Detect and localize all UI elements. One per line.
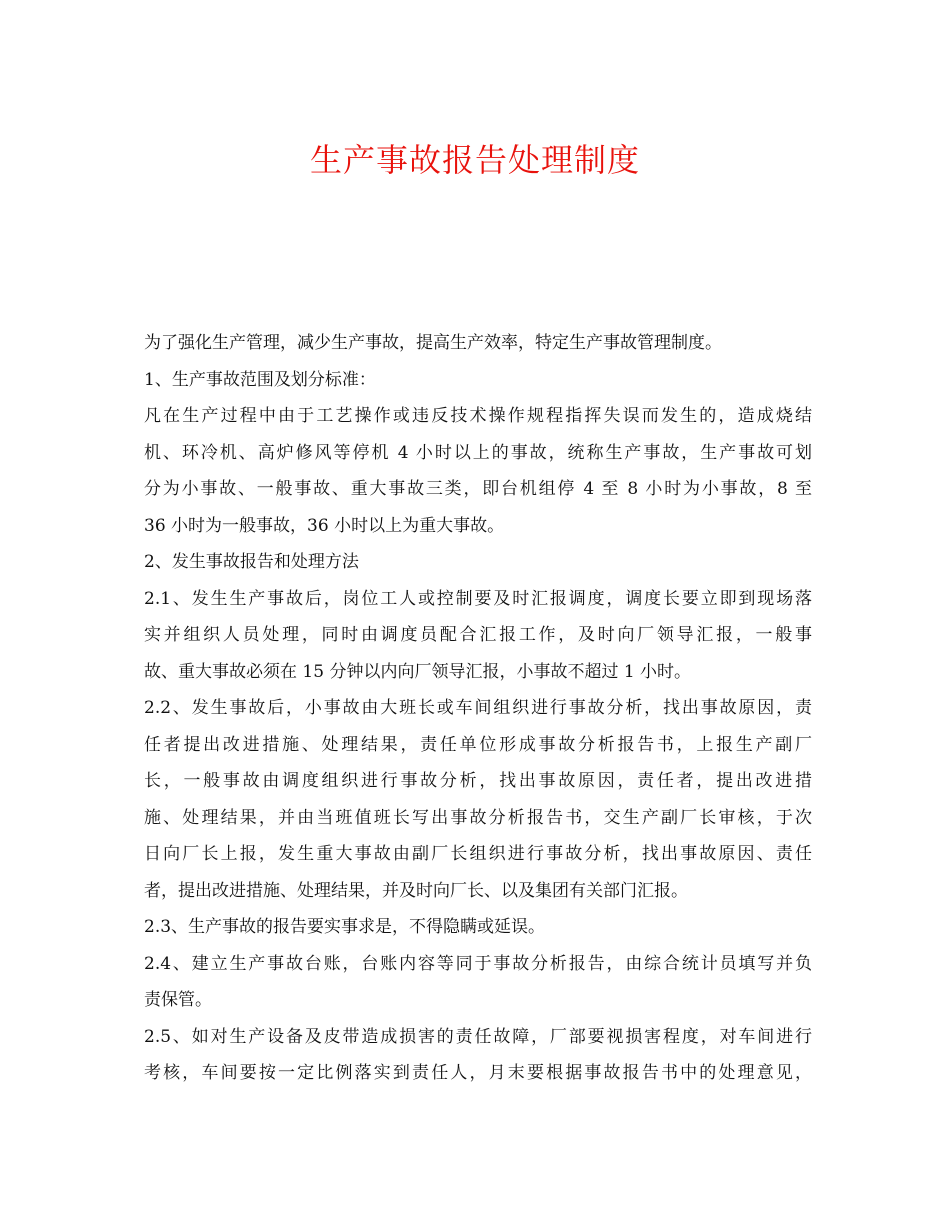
section-1-heading: 1、生产事故范围及划分标准： [144, 369, 376, 390]
paragraph-line: 长，一般事故由调度组织进行事故分析，找出事故原因，责任者，提出改进措 [144, 771, 812, 791]
paragraph-line: 施、处理结果，并由当班值班长写出事故分析报告书，交生产副厂长审核，于次 [144, 807, 812, 828]
paragraph-line: 2.3、生产事故的报告要实事求是，不得隐瞒或延误。 [144, 917, 546, 937]
paragraph-line: 实并组织人员处理，同时由调度员配合汇报工作，及时向厂领导汇报，一般事 [144, 625, 812, 645]
paragraph-line: 2.1、发生生产事故后，岗位工人或控制要及时汇报调度，调度长要立即到现场落 [144, 588, 812, 609]
paragraph-line: 任者提出改进措施、处理结果，责任单位形成事故分析报告书，上报生产副厂 [144, 734, 812, 755]
paragraph-line: 分为小事故、一般事故、重大事故三类，即台机组停 4 至 8 小时为小事故，8 至 [144, 479, 812, 499]
paragraph-line: 2.2、发生事故后，小事故由大班长或车间组织进行事故分析，找出事故原因，责 [144, 698, 812, 718]
paragraph-line: 故、重大事故必须在 15 分钟以内向厂领导汇报，小事故不超过 1 小时。 [144, 661, 692, 682]
paragraph-line: 考核，车间要按一定比例落实到责任人，月末要根据事故报告书中的处理意见， [144, 1063, 812, 1083]
paragraph-line: 2.4、建立生产事故台账，台账内容等同于事故分析报告，由综合统计员填写并负 [144, 953, 812, 974]
page-title: 生产事故报告处理制度 [309, 141, 640, 179]
paragraph-line: 责保管。 [144, 990, 212, 1010]
paragraph-line: 机、环冷机、高炉修风等停机 4 小时以上的事故，统称生产事故，生产事故可划 [144, 442, 812, 463]
intro-line: 为了强化生产管理，减少生产事故，提高生产效率，特定生产事故管理制度。 [144, 333, 722, 353]
section-2-heading: 2、发生事故报告和处理方法 [144, 552, 359, 572]
paragraph-line: 日向厂长上报，发生重大事故由副厂长组织进行事故分析，找出事故原因、责任 [144, 844, 812, 864]
paragraph-line: 2.5、如对生产设备及皮带造成损害的责任故障，厂部要视损害程度，对车间进行 [144, 1026, 812, 1047]
document-body [144, 325, 812, 1092]
paragraph-line: 凡在生产过程中由于工艺操作或违反技术操作规程指挥失误而发生的，造成烧结 [144, 406, 812, 426]
paragraph-line: 36 小时为一般事故，36 小时以上为重大事故。 [144, 515, 505, 536]
paragraph-line: 者，提出改进措施、处理结果，并及时向厂长、以及集团有关部门汇报。 [144, 880, 688, 901]
